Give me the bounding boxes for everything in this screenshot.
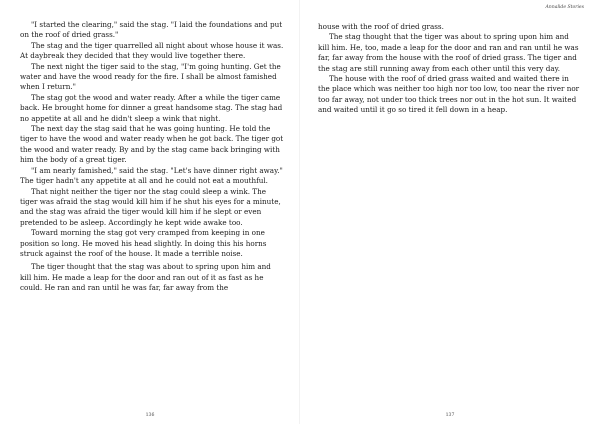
paragraph: The house with the roof of dried grass waited and waited there in the place which was neither too high nor too low, too near the river nor too far away, not under too thick trees nor out in the hot sun. It waited and waited until it go so tired it fell down in a heap. [318, 74, 580, 115]
paragraph: "I am nearly famished," said the stag. "Let's have dinner right away." The tiger hadn't any appetite at all and he could not eat a mouthful. [20, 165, 283, 186]
right-page [300, 0, 600, 424]
paragraph: That night neither the tiger nor the stag could sleep a wink. The tiger was afraid the stag would kill him if he shut his eyes for a minute, and the stag was afraid the tiger would kill him if he slept or even pretended to be asleep. Accordingly he kept wide awake too. [20, 186, 281, 227]
paragraph: The stag and the tiger quarrelled all night about whose house it was. At daybreak they decided that they would live together there. [20, 40, 284, 61]
paragraph: Toward morning the stag got very cramped from keeping in one position so long. He moved his head slightly. In doing this his horns struck against the roof of the house. It made a terrible noise. [20, 228, 267, 258]
paragraph: The stag got the wood and water ready. After a while the tiger came back. He brought home for dinner a great handsome stag. The stag had no appetite at all and he didn't sleep a wink that night. [20, 92, 283, 123]
page-number-right: 137 [445, 413, 455, 418]
running-head: Annalide Stories [545, 5, 584, 10]
paragraph: The next day the stag said that he was going hunting. He told the tiger to have the wood and water ready when he got back. The tiger got the wood and water ready. By and by the stag came back bringing with him the body of a great tiger. [20, 124, 284, 165]
paragraph: house with the roof of dried grass. [318, 22, 444, 31]
paragraph: The tiger thought that the stag was about to spring upon him and kill him. He made a leap for the door and ran out of it as fast as he could. He ran and ran until he was far, far away from the [20, 262, 271, 293]
paragraph: "I started the clearing," said the stag. "I laid the foundations and put on the roof of dried grass." [20, 20, 283, 40]
page-number-left: 136 [145, 413, 155, 418]
right-page-text [318, 22, 582, 116]
paragraph: The stag thought that the tiger was about to spring upon him and kill him. He, too, made a leap for the door and ran and ran until he was far, far away from the house with the roof of dried grass. The tiger and the stag are still running away from each other until this very day. [318, 32, 579, 73]
paragraph: The next night the tiger said to the stag, "I'm going hunting. Get the water and have the wood ready for the fire. I shall be almost famished when I return." [20, 61, 281, 92]
left-page-text [20, 20, 284, 294]
